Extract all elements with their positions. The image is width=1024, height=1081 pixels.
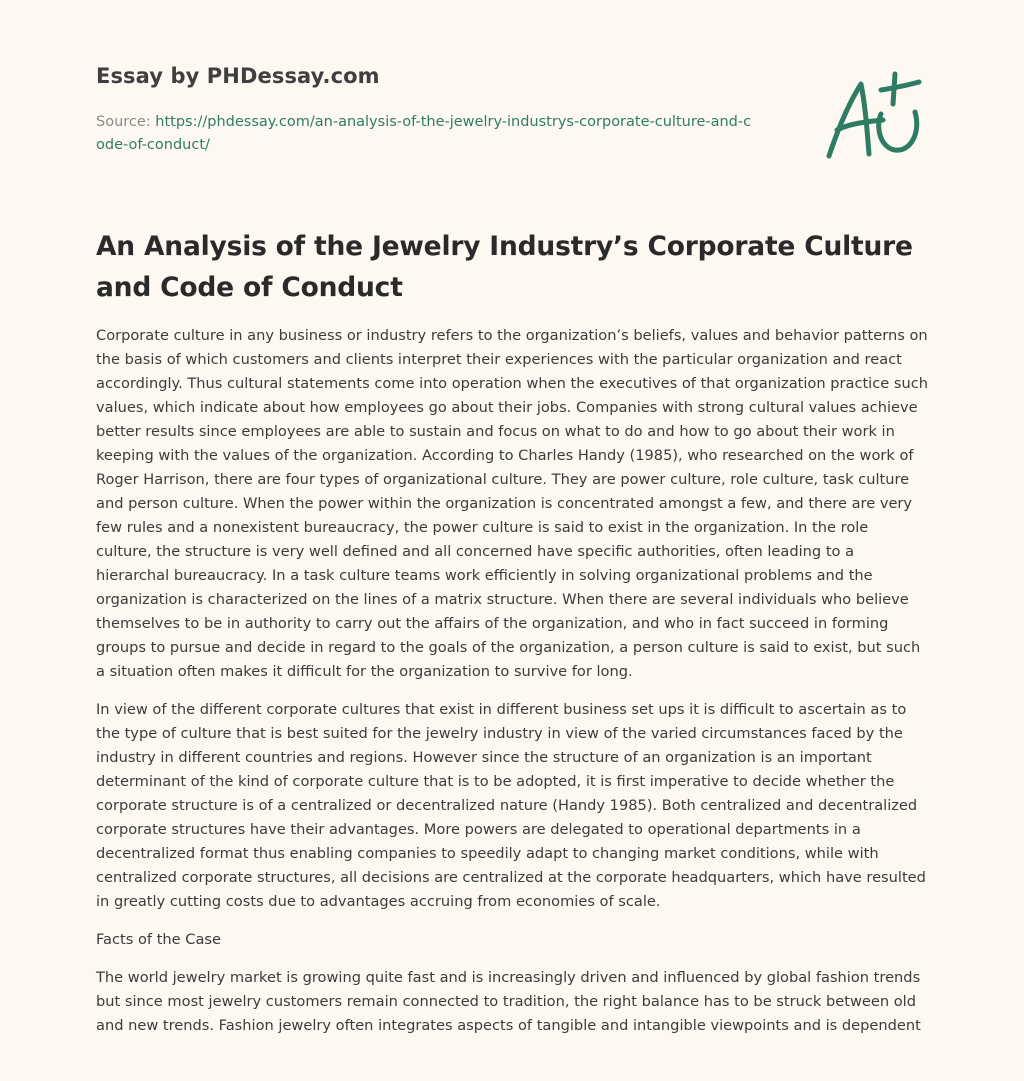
essay-page xyxy=(96,0,929,1034)
site-title: Essay by PHDessay.com xyxy=(96,64,380,88)
source-link[interactable]: https://phdessay.com/an-analysis-of-the-jewelry-industrys-corporate-culture-and-code-of-conduct/ xyxy=(96,114,752,153)
source-label: Source: xyxy=(96,114,156,130)
site-header xyxy=(96,0,928,190)
article-title: An Analysis of the Jewelry Industry’s Corporate Culture and Code of Conduct xyxy=(96,231,913,303)
article-body xyxy=(96,324,928,1052)
article-paragraph: In view of the different corporate cultures that exist in different business set ups it is difficult to ascertain as to the type of culture that is best suited for the jewelry industry in view of the varied circumstances faced by the industry in different countries and regions. However since the structure of an organization is an important determinant of the kind of corporate culture that is to be adopted, it is first imperative to decide whether the corporate structure is of a centralized or decentralized nature (Handy 1985). Both centralized and decentralized corporate structures have their advantages. More powers are delegated to operational departments in a decentralized format thus enabling companies to speedily adapt to changing market conditions, while with centralized corporate structures, all decisions are centralized at the corporate headquarters, which have resulted in greatly cutting costs due to advantages accruing from economies of scale. xyxy=(96,701,926,910)
a-plus-logo-icon xyxy=(823,70,925,162)
article-paragraph: Corporate culture in any business or industry refers to the organization’s beliefs, values and behavior patterns on the basis of which customers and clients interpret their experiences with the particular organization and react accordingly. Thus cultural statements come into operation when the executives of that organization practice such values, which indicate about how employees go about their jobs. Companies with strong cultural values achieve better results since employees are able to sustain and focus on what to do and how to go about their work in keeping with the values of the organization. According to Charles Handy (1985), who researched on the work of Roger Harrison, there are four types of organizational culture. They are power culture, role culture, task culture and person culture. When the power within the organization is concentrated amongst a few, and there are very few rules and a nonexistent bureaucracy, the power culture is said to exist in the organization. In the role culture, the structure is very well defined and all concerned have specific authorities, often leading to a hierarchal bureaucracy. In a task culture teams work efficiently in solving organizational problems and the organization is characterized on the lines of a matrix structure. When there are several individuals who believe themselves to be in authority to carry out the affairs of the organization, and who in fact succeed in forming groups to pursue and decide in regard to the goals of the organization, a person culture is said to exist, but such a situation often makes it difficult for the organization to survive for long. xyxy=(96,327,929,680)
section-heading: Facts of the Case xyxy=(96,931,221,948)
article-paragraph: The world jewelry market is growing quite fast and is increasingly driven and influenced by global fashion trends but since most jewelry customers remain connected to tradition, the right balance has to be struck between old and new trends. Fashion jewelry often integrates aspects of tangible and intangible viewpoints and is dependent xyxy=(96,969,921,1034)
source-line xyxy=(96,111,756,157)
